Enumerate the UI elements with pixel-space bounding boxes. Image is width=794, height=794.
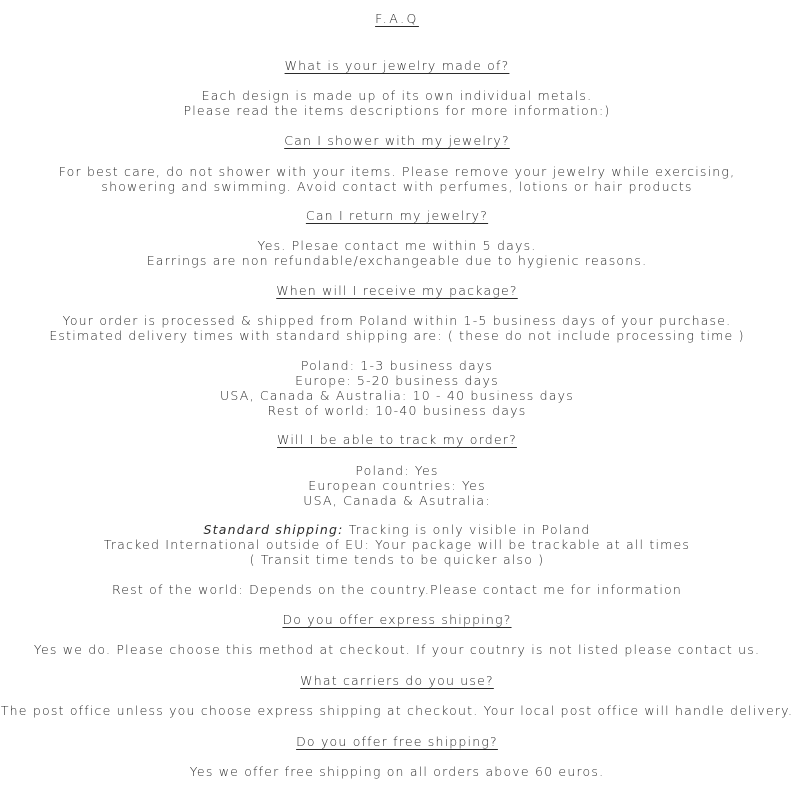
faq-answer-line: Earrings are non refundable/exchangeable due to hygienic reasons. [146,253,648,268]
faq-answer-line: Estimated delivery times with standard shipping are: ( these do not include processing time ) [49,328,745,343]
faq-question-return: Can I return my jewelry? [305,208,489,223]
faq-answer-line: Your order is processed & shipped from Poland within 1-5 business days of your purchase. [62,313,732,328]
faq-answer-line: Yes we offer free shipping on all orders above 60 euros. [189,764,605,779]
delivery-time-usa: USA, Canada & Australia: 10 - 40 business days [220,388,574,403]
page-title: F.A.Q [375,11,419,26]
delivery-time-rest: Rest of world: 10-40 business days [267,403,527,418]
standard-shipping-label: Standard shipping: [203,522,344,537]
tracking-international: Tracked International outside of EU: Your package will be trackable at all times [103,537,691,552]
faq-answer-line: Please read the items descriptions for more information:) [183,103,611,118]
faq-question-shower: Can I shower with my jewelry? [284,133,510,148]
faq-question-free-shipping: Do you offer free shipping? [296,734,498,749]
faq-answer-line: Yes. Plesae contact me within 5 days. [257,238,537,253]
tracking-standard-shipping [0,522,794,537]
faq-answer-line: The post office unless you choose express shipping at checkout. Your local post office will handle delivery. [0,703,794,718]
faq-question-tracking: Will I be able to track my order? [277,432,517,447]
tracking-transit-note: ( Transit time tends to be quicker also ) [249,552,545,567]
standard-shipping-text: Tracking is only visible in Poland [343,522,591,537]
faq-answer-line: Each design is made up of its own individual metals. [201,88,593,103]
faq-answer-line: For best care, do not shower with your items. Please remove your jewelry while exercising, [58,164,736,179]
delivery-time-europe: Europe: 5-20 business days [295,373,499,388]
faq-answer-line: Yes we do. Please choose this method at checkout. If your coutnry is not listed please contact us. [33,642,761,657]
tracking-usa: USA, Canada & Asutralia: [303,493,491,508]
faq-question-express: Do you offer express shipping? [282,612,512,627]
faq-question-materials: What is your jewelry made of? [284,58,510,73]
tracking-poland: Poland: Yes [355,463,439,478]
tracking-rest-of-world: Rest of the world: Depends on the country.Please contact me for information [111,582,683,597]
faq-question-carriers: What carriers do you use? [300,673,494,688]
faq-answer-line: showering and swimming. Avoid contact with perfumes, lotions or hair products [101,179,693,194]
faq-question-delivery: When will I receive my package? [276,283,518,298]
delivery-time-poland: Poland: 1-3 business days [300,358,494,373]
tracking-europe: European countries: Yes [308,478,486,493]
